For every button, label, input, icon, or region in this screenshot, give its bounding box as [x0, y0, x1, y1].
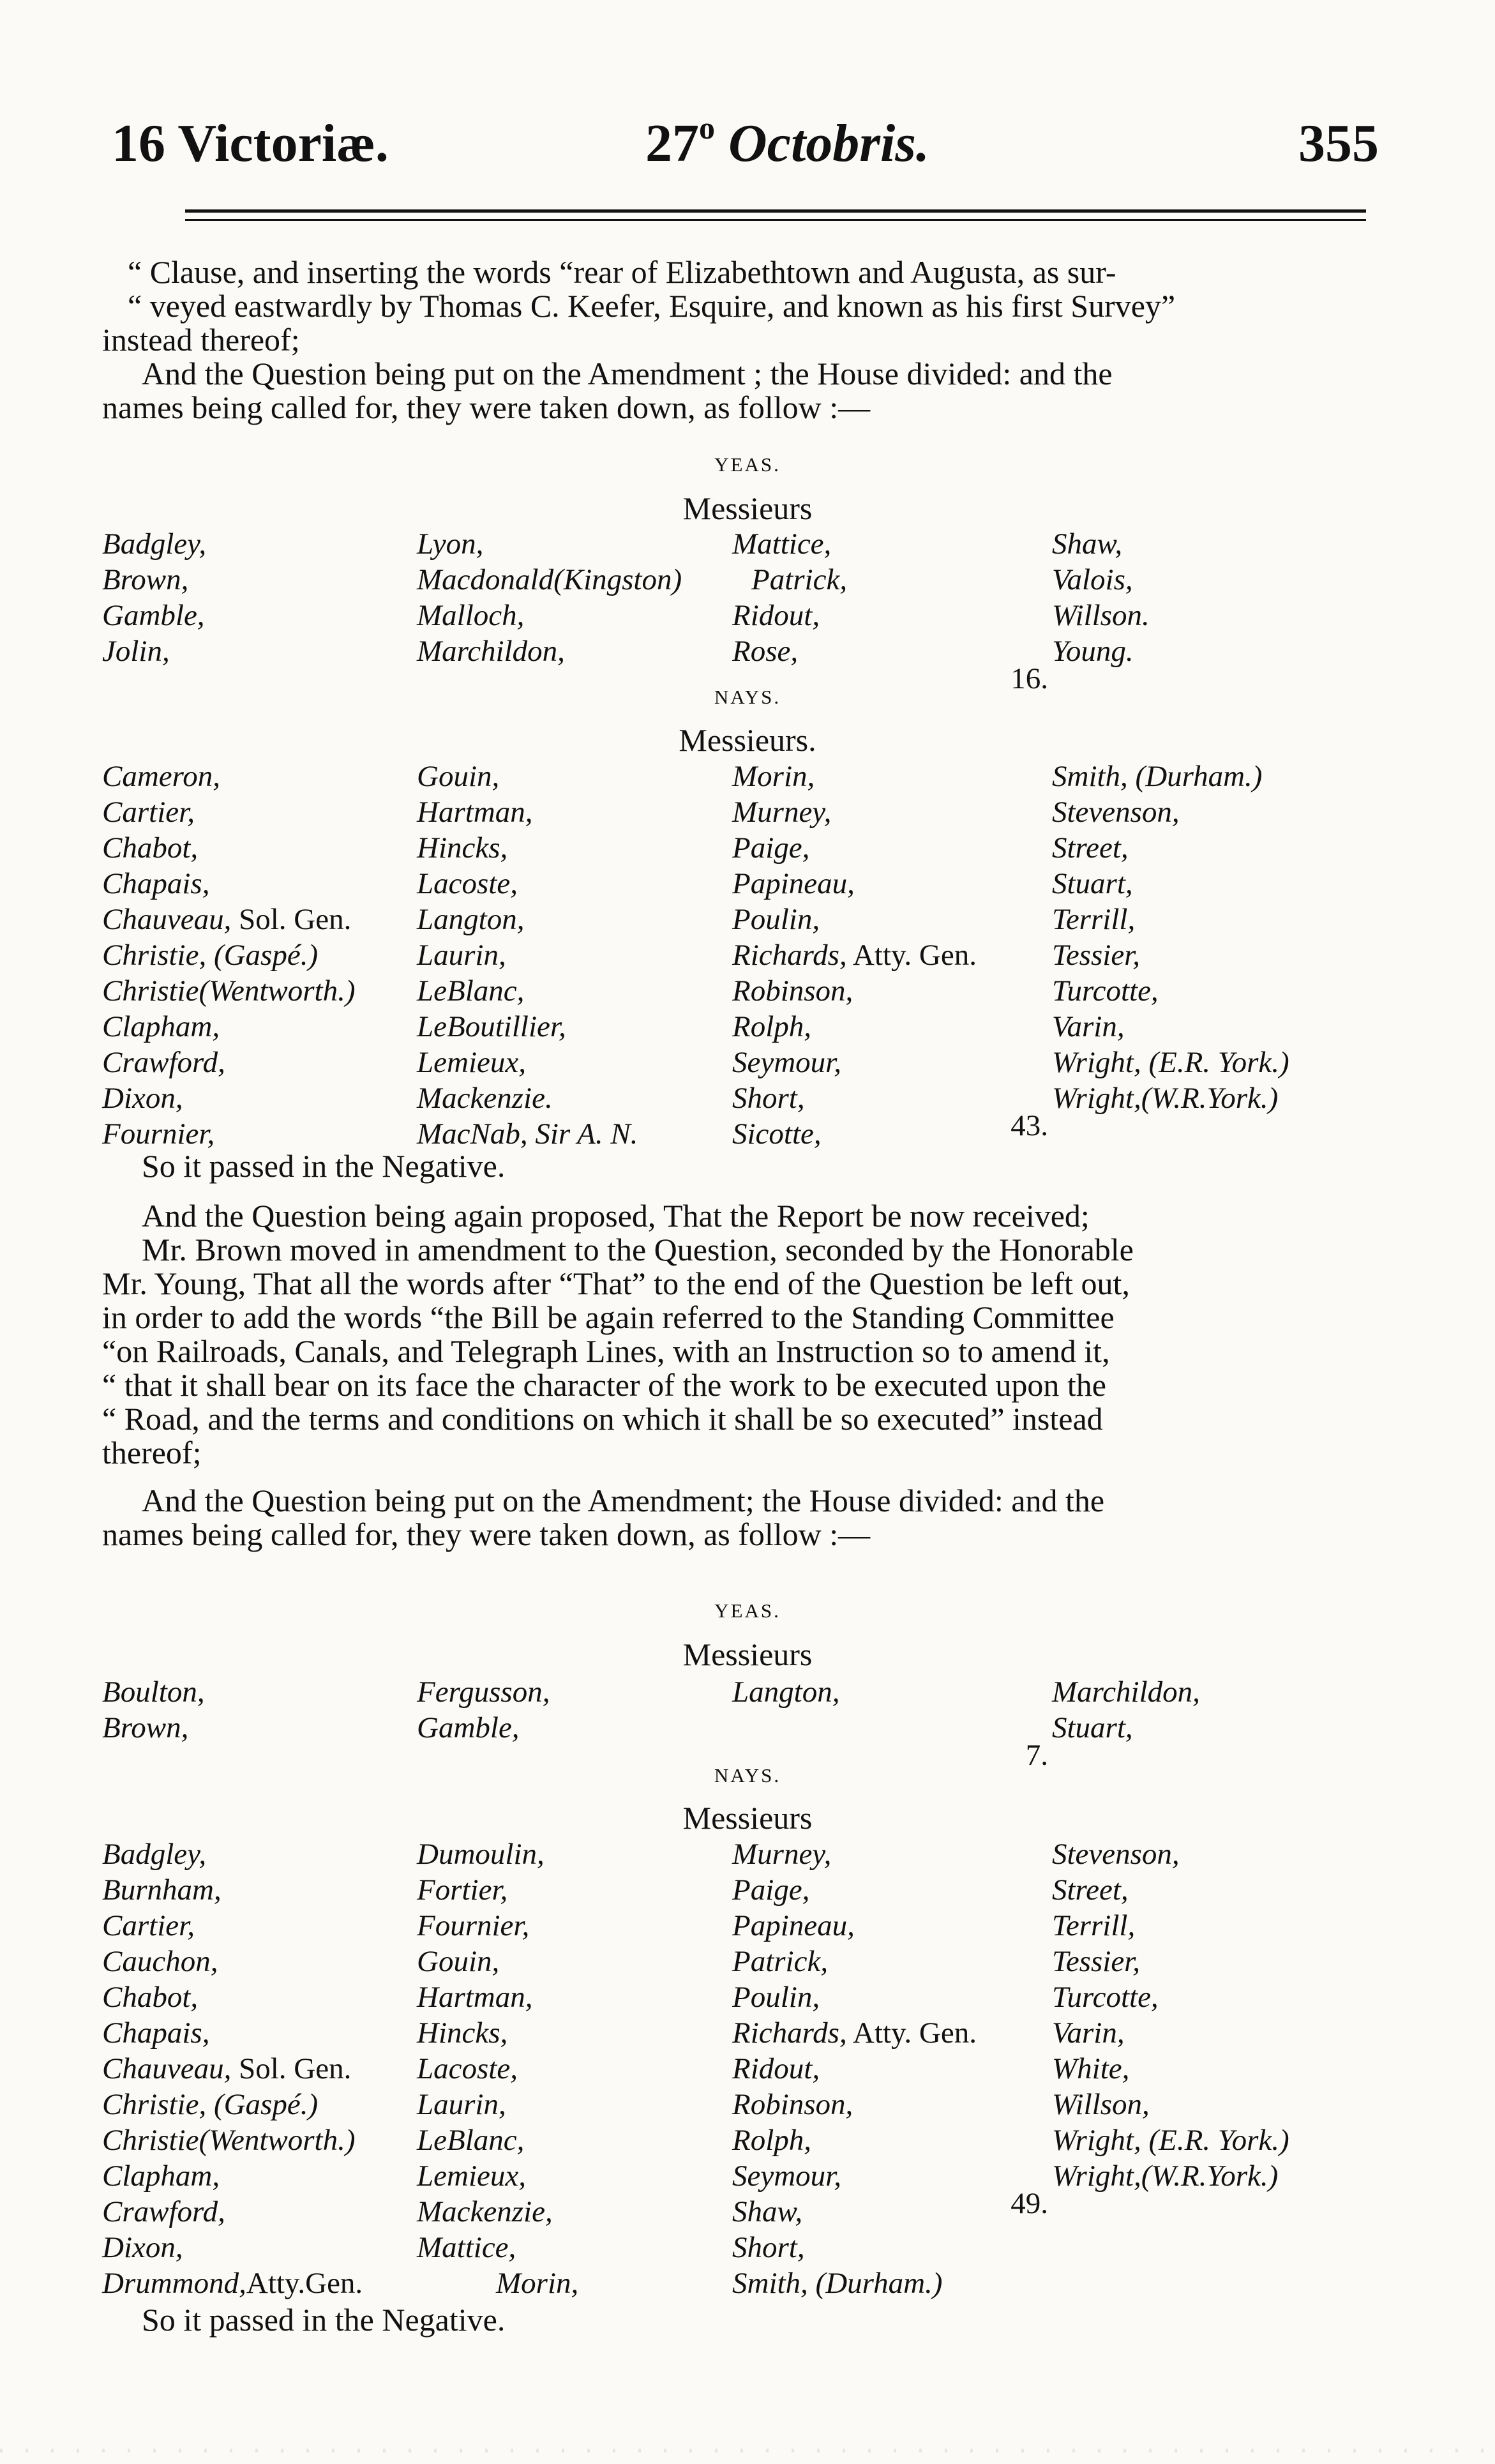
name-entry: LeBoutillier, — [417, 1010, 566, 1043]
name-entry: Fortier, — [417, 1873, 508, 1907]
name-entry: Mattice, — [732, 527, 832, 561]
para4-line: names being called for, they were taken down, as follow :— — [102, 1516, 871, 1552]
name-entry: Tessier, — [1052, 1945, 1141, 1978]
name-entry: Hincks, — [417, 2016, 508, 2050]
regnal-year: 16 Victoriæ. — [112, 114, 389, 173]
vote1-result: So it passed in the Negative. — [142, 1148, 506, 1184]
name-entry: Fergusson, — [417, 1675, 550, 1709]
name-entry: Lemieux, — [417, 1046, 526, 1079]
name-entry: Robinson, — [732, 2088, 853, 2121]
name-entry: Chabot, — [102, 831, 199, 865]
opening-paragraph — [102, 255, 1360, 425]
vote1-yeas-label: YEAS. — [714, 453, 781, 476]
name-entry: Terrill, — [1052, 903, 1136, 936]
name-entry: Street, — [1052, 831, 1129, 865]
para3-line: in order to add the words “the Bill be again referred to the Standing Committee — [102, 1299, 1115, 1335]
vote2-result: So it passed in the Negative. — [142, 2302, 506, 2338]
name-entry: Wright, (E.R. York.) — [1052, 2124, 1289, 2157]
name-entry: Fournier, — [417, 1909, 530, 1942]
name-entry: Smith, (Durham.) — [1052, 760, 1263, 793]
date-superscript: o — [699, 110, 715, 146]
name-entry: Gouin, — [417, 760, 500, 793]
nays-count: 43. — [1010, 1109, 1048, 1142]
name-entry: Shaw, — [1052, 527, 1123, 561]
name-entry: Cartier, — [102, 796, 195, 829]
name-entry: Christie, (Gaspé.) — [102, 2088, 319, 2121]
name-entry: Valois, — [1052, 563, 1133, 596]
name-entry: Langton, — [417, 903, 525, 936]
name-entry: Patrick, — [751, 563, 848, 596]
name-entry: Malloch, — [417, 599, 525, 632]
header-date — [645, 109, 929, 179]
name-entry: Christie(Wentworth.) — [102, 974, 356, 1008]
name-entry: Lemieux, — [417, 2159, 526, 2193]
name-entry: Robinson, — [732, 974, 853, 1008]
name-entry: Paige, — [732, 831, 810, 865]
name-entry: Papineau, — [732, 1909, 855, 1942]
page-edge-specks — [0, 2449, 1495, 2453]
name-entry: Hartman, — [417, 796, 533, 829]
name-entry: Seymour, — [732, 1046, 841, 1079]
office-title: Sol. Gen. — [239, 2052, 352, 2085]
para2-line: And the Question being put on the Amendment ; the House divided: and the — [142, 356, 1113, 391]
name-entry: Crawford, — [102, 1046, 225, 1079]
name-entry: Stuart, — [1052, 1711, 1133, 1744]
name-entry: LeBlanc, — [417, 974, 525, 1008]
name-entry: Rose, — [732, 635, 799, 668]
name-entry: Chabot, — [102, 1981, 199, 2014]
vote2-yeas-label: YEAS. — [714, 1599, 781, 1622]
name-entry: Murney, — [732, 1838, 832, 1871]
name-entry: Willson, — [1052, 2088, 1150, 2121]
name-entry: Young. — [1052, 635, 1134, 668]
name-entry: Cauchon, — [102, 1945, 218, 1978]
name-entry: MacNab, — [417, 1117, 528, 1151]
date-month: Octobris. — [728, 114, 929, 173]
para3-line: Mr. Brown moved in amendment to the Question, seconded by the Honorable — [142, 1232, 1134, 1267]
para4-line: And the Question being put on the Amendment; the House divided: and the — [142, 1483, 1105, 1518]
name-entry: Stuart, — [1052, 867, 1133, 900]
name-entry: Laurin, — [417, 939, 506, 972]
name-entry: Cameron, — [102, 760, 220, 793]
name-entry: Cartier, — [102, 1909, 195, 1942]
name-entry: Rolph, — [732, 1010, 812, 1043]
name-entry: Laurin, — [417, 2088, 506, 2121]
name-entry: Shaw, — [732, 2195, 803, 2228]
name-entry: Marchildon, — [417, 635, 565, 668]
name-entry: Drummond, — [102, 2267, 246, 2300]
name-entry: Turcotte, — [1052, 1981, 1159, 2014]
para2-line: names being called for, they were taken down, as follow :— — [102, 389, 871, 425]
yeas-count: 7. — [1025, 1739, 1048, 1772]
name-entry: Ridout, — [732, 2052, 820, 2085]
name-entry: Badgley, — [102, 1838, 207, 1871]
name-entry: Lacoste, — [417, 2052, 518, 2085]
name-entry: Papineau, — [732, 867, 855, 900]
name-entry: Mackenzie. — [417, 1082, 553, 1115]
name-entry: Morin, — [496, 2267, 579, 2300]
name-entry: Turcotte, — [1052, 974, 1159, 1008]
vote1-nays-messieurs: Messieurs. — [679, 722, 816, 758]
page-number: 355 — [1298, 114, 1379, 173]
name-entry: Varin, — [1052, 2016, 1125, 2050]
para3-line: Mr. Young, That all the words after “That” to the end of the Question be left out, — [102, 1266, 1130, 1301]
name-entry: Sicotte, — [732, 1117, 822, 1151]
name-entry: Fournier, — [102, 1117, 215, 1151]
name-entry: Street, — [1052, 1873, 1129, 1907]
name-entry: Gamble, — [417, 1711, 520, 1744]
para3-line: And the Question being again proposed, That the Report be now received; — [142, 1198, 1090, 1234]
name-entry: Tessier, — [1052, 939, 1141, 972]
name-entry: White, — [1052, 2052, 1130, 2085]
para1-line: “ veyed eastwardly by Thomas C. Keefer, Esquire, and known as his first Survey” — [128, 288, 1176, 324]
name-entry: Macdonald(Kingston) — [417, 563, 682, 596]
office-title: Atty. Gen. — [852, 2016, 977, 2050]
name-entry: Seymour, — [732, 2159, 841, 2193]
name-entry: Christie(Wentworth.) — [102, 2124, 356, 2157]
name-entry: Langton, — [732, 1675, 840, 1709]
name-entry: Varin, — [1052, 1010, 1125, 1043]
name-entry: Short, — [732, 2231, 805, 2264]
para3-line: thereof; — [102, 1435, 202, 1470]
vote1-yeas-messieurs: Messieurs — [682, 490, 813, 526]
name-entry: Smith, (Durham.) — [732, 2267, 943, 2300]
name-entry: Poulin, — [732, 1981, 820, 2014]
name-entry: Chauveau, — [102, 903, 232, 936]
office-title: Sir A. N. — [535, 1117, 638, 1151]
name-entry: Ridout, — [732, 599, 820, 632]
header-rule-thick — [185, 209, 1366, 213]
name-entry: Dixon, — [102, 1082, 183, 1115]
para1-line: instead thereof; — [102, 322, 300, 358]
name-entry: Hincks, — [417, 831, 508, 865]
vote2-yeas-messieurs: Messieurs — [682, 1636, 813, 1672]
para3-line: “on Railroads, Canals, and Telegraph Lines, with an Instruction so to amend it, — [102, 1333, 1110, 1369]
name-entry: Burnham, — [102, 1873, 222, 1907]
nays-count: 49. — [1010, 2187, 1048, 2220]
name-entry: Lyon, — [417, 527, 484, 561]
name-entry: Badgley, — [102, 527, 207, 561]
header-rule-thin — [185, 219, 1366, 221]
name-entry: Richards, — [732, 939, 847, 972]
vote2-nays-label: NAYS. — [714, 1764, 781, 1787]
name-entry: Christie, (Gaspé.) — [102, 939, 319, 972]
name-entry: Brown, — [102, 1711, 189, 1744]
office-title: Sol. Gen. — [239, 903, 352, 936]
name-entry: Richards, — [732, 2016, 847, 2050]
name-entry: LeBlanc, — [417, 2124, 525, 2157]
name-entry: Hartman, — [417, 1981, 533, 2014]
name-entry: Patrick, — [732, 1945, 829, 1978]
name-entry: Lacoste, — [417, 867, 518, 900]
office-title: Atty.Gen. — [246, 2267, 363, 2300]
name-entry: Poulin, — [732, 903, 820, 936]
para1-line: “ Clause, and inserting the words “rear of Elizabethtown and Augusta, as sur- — [128, 254, 1116, 290]
name-entry: Brown, — [102, 563, 189, 596]
name-entry: Wright,(W.R.York.) — [1052, 1082, 1279, 1115]
name-entry: Paige, — [732, 1873, 810, 1907]
name-entry: Morin, — [732, 760, 815, 793]
name-entry: Terrill, — [1052, 1909, 1136, 1942]
name-entry: Dumoulin, — [417, 1838, 545, 1871]
yeas-count: 16. — [1010, 662, 1048, 695]
para3-line: “ Road, and the terms and conditions on which it shall be so executed” instead — [102, 1401, 1103, 1437]
name-entry: Rolph, — [732, 2124, 812, 2157]
name-entry: Chauveau, — [102, 2052, 232, 2085]
name-entry: Mackenzie, — [417, 2195, 553, 2228]
date-number: 27 — [645, 114, 699, 173]
para3-line: “ that it shall bear on its face the character of the work to be executed upon the — [102, 1367, 1106, 1403]
name-entry: Gamble, — [102, 599, 205, 632]
vote1-nays-label: NAYS. — [714, 686, 781, 708]
page-header — [112, 109, 1379, 179]
name-entry: Mattice, — [417, 2231, 516, 2264]
name-entry: Stevenson, — [1052, 796, 1180, 829]
office-title: Atty. Gen. — [852, 939, 977, 972]
name-entry: Boulton, — [102, 1675, 205, 1709]
name-entry: Chapais, — [102, 2016, 210, 2050]
name-entry: Clapham, — [102, 2159, 220, 2193]
name-entry: Marchildon, — [1052, 1675, 1200, 1709]
name-entry: Wright, (E.R. York.) — [1052, 1046, 1289, 1079]
name-entry: Chapais, — [102, 867, 210, 900]
name-entry: Dixon, — [102, 2231, 183, 2264]
name-entry: Clapham, — [102, 1010, 220, 1043]
name-entry: Murney, — [732, 796, 832, 829]
name-entry: Gouin, — [417, 1945, 500, 1978]
vote2-nays-messieurs: Messieurs — [682, 1800, 813, 1836]
name-entry: Wright,(W.R.York.) — [1052, 2159, 1279, 2193]
name-entry: Crawford, — [102, 2195, 225, 2228]
name-entry: Stevenson, — [1052, 1838, 1180, 1871]
name-entry: Willson. — [1052, 599, 1150, 632]
name-entry: Jolin, — [102, 635, 170, 668]
name-entry: Short, — [732, 1082, 805, 1115]
second-amendment-paragraph — [102, 1199, 1360, 1552]
